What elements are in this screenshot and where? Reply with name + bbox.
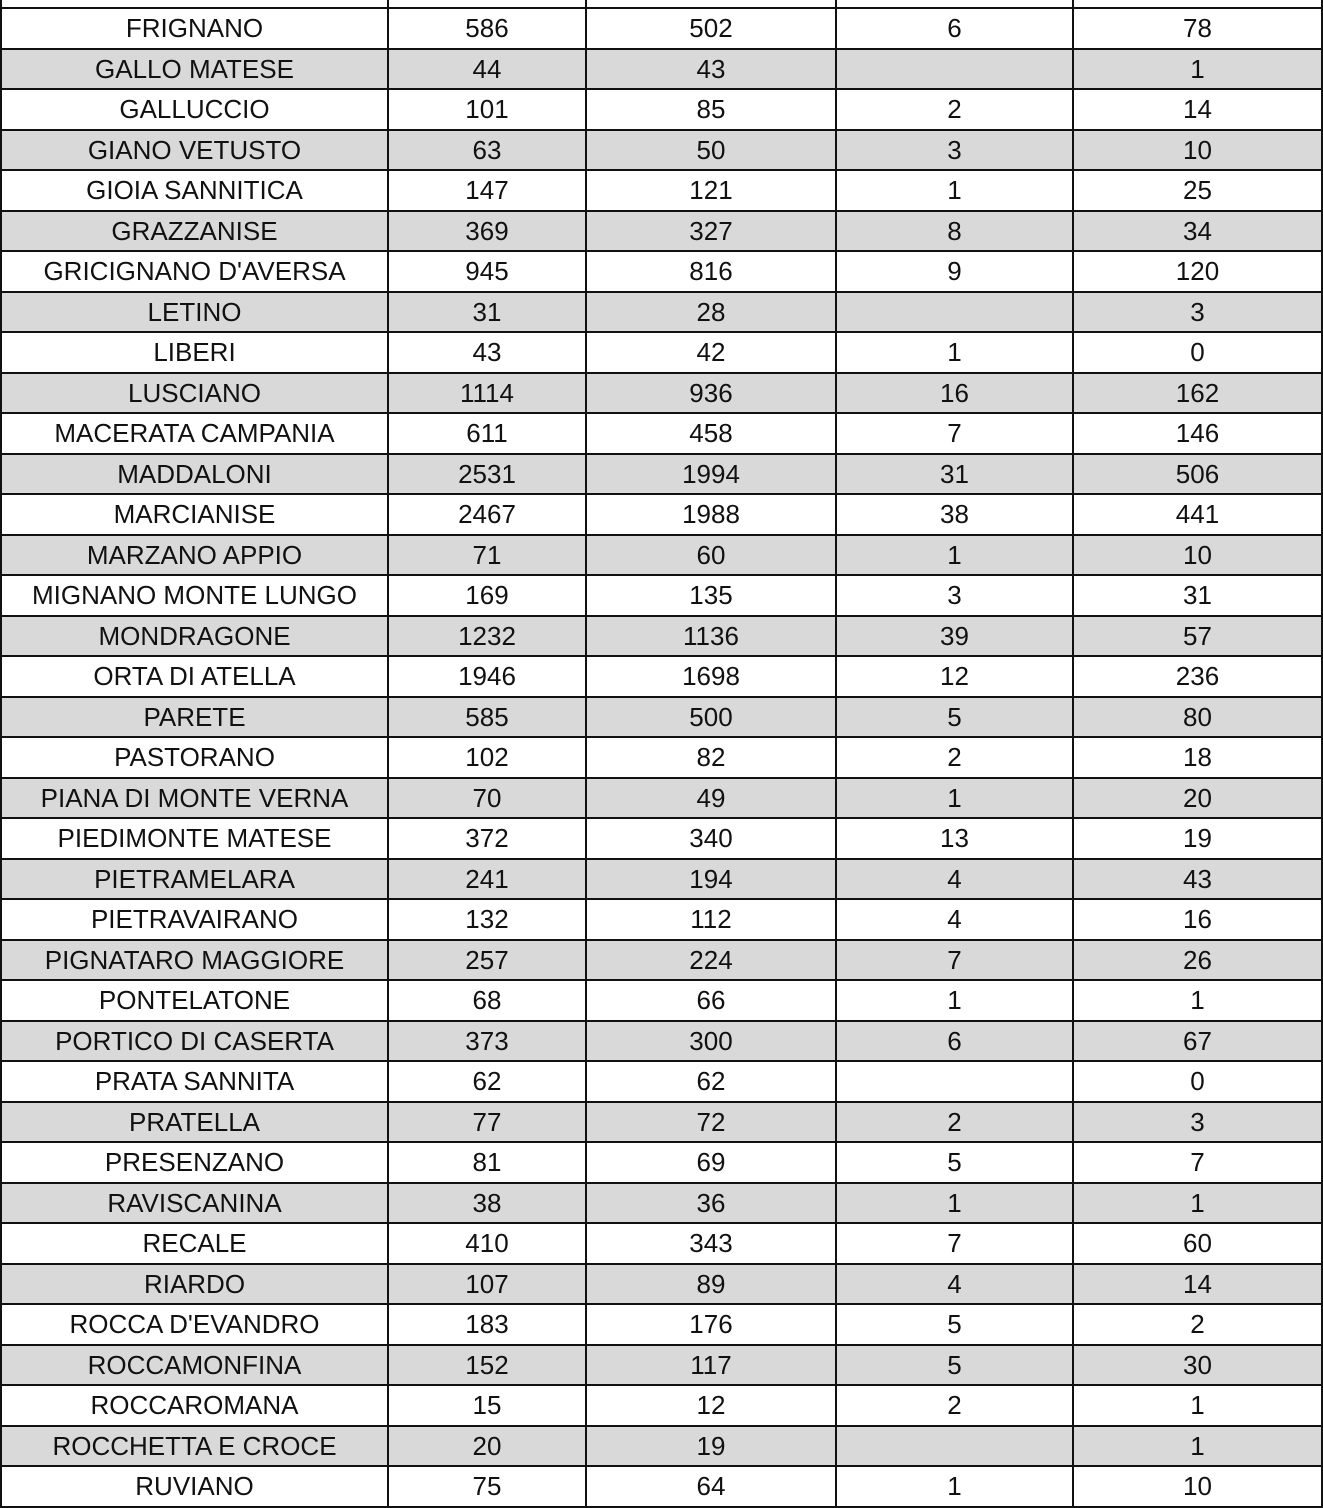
municipality-cell: PRATA SANNITA xyxy=(1,1061,388,1102)
municipality-cell: MARCIANISE xyxy=(1,494,388,535)
value-cell-3: 7 xyxy=(836,1223,1073,1264)
value-cell-1: 101 xyxy=(388,89,586,130)
value-cell-4: 162 xyxy=(1073,373,1322,414)
table-row xyxy=(1,8,1322,49)
table-row xyxy=(1,899,1322,940)
value-cell-3: 31 xyxy=(836,454,1073,495)
value-cell-4: 1 xyxy=(1073,1426,1322,1467)
municipality-cell: GALLO MATESE xyxy=(1,49,388,90)
value-cell-3: 5 xyxy=(836,1345,1073,1386)
value-cell-2: 19 xyxy=(586,1426,836,1467)
value-cell-1: 373 xyxy=(388,1021,586,1062)
value-cell-2: 1136 xyxy=(586,616,836,657)
municipality-cell: GIANO VETUSTO xyxy=(1,130,388,171)
value-cell-1: 44 xyxy=(388,49,586,90)
value-cell-2: 89 xyxy=(586,1264,836,1305)
value-cell-3: 4 xyxy=(836,1264,1073,1305)
value-cell-4: 14 xyxy=(1073,1264,1322,1305)
value-cell-3: 7 xyxy=(836,413,1073,454)
value-cell-3: 1 xyxy=(836,535,1073,576)
value-cell-2: 43 xyxy=(586,49,836,90)
value-cell-2: 69 xyxy=(586,1142,836,1183)
value-cell-1: 2531 xyxy=(388,454,586,495)
value-cell-3: 7 xyxy=(836,940,1073,981)
value-cell-4: 31 xyxy=(1073,575,1322,616)
value-cell-1: 81 xyxy=(388,1142,586,1183)
value-cell-4: 34 xyxy=(1073,211,1322,252)
value-cell-4: 14 xyxy=(1073,89,1322,130)
value-cell-1: 372 xyxy=(388,818,586,859)
value-cell-4: 19 xyxy=(1073,818,1322,859)
municipality-cell: GRAZZANISE xyxy=(1,211,388,252)
municipality-cell: RECALE xyxy=(1,1223,388,1264)
value-cell-2: 1698 xyxy=(586,656,836,697)
value-cell-2: 49 xyxy=(586,778,836,819)
table-row xyxy=(1,130,1322,171)
value-cell-4: 3 xyxy=(1073,1102,1322,1143)
value-cell-3: 1 xyxy=(836,1466,1073,1507)
value-cell-3: 1 xyxy=(836,332,1073,373)
value-cell-3: 12 xyxy=(836,656,1073,697)
value-cell-3: 5 xyxy=(836,1142,1073,1183)
value-cell-2: 194 xyxy=(586,859,836,900)
table-row xyxy=(1,1183,1322,1224)
value-cell-2: 66 xyxy=(586,980,836,1021)
value-cell-4: 80 xyxy=(1073,697,1322,738)
value-cell-2: 82 xyxy=(586,737,836,778)
value-cell-1: 585 xyxy=(388,697,586,738)
municipality-cell: ROCCAROMANA xyxy=(1,1385,388,1426)
table-row xyxy=(1,1304,1322,1345)
value-cell-4: 236 xyxy=(1073,656,1322,697)
value-cell-4: 16 xyxy=(1073,899,1322,940)
value-cell-3 xyxy=(836,0,1073,8)
value-cell-2 xyxy=(586,0,836,8)
table-row xyxy=(1,332,1322,373)
municipality-cell: ROCCAMONFINA xyxy=(1,1345,388,1386)
value-cell-4: 43 xyxy=(1073,859,1322,900)
value-cell-3: 1 xyxy=(836,170,1073,211)
municipality-cell: LUSCIANO xyxy=(1,373,388,414)
value-cell-1: 183 xyxy=(388,1304,586,1345)
table-row xyxy=(1,1466,1322,1507)
value-cell-3: 8 xyxy=(836,211,1073,252)
table-row xyxy=(1,535,1322,576)
value-cell-2: 936 xyxy=(586,373,836,414)
value-cell-1: 20 xyxy=(388,1426,586,1467)
municipality-cell: GALLUCCIO xyxy=(1,89,388,130)
value-cell-2: 135 xyxy=(586,575,836,616)
value-cell-2: 327 xyxy=(586,211,836,252)
table-row xyxy=(1,1264,1322,1305)
value-cell-1: 71 xyxy=(388,535,586,576)
municipality-cell: RAVISCANINA xyxy=(1,1183,388,1224)
value-cell-2: 224 xyxy=(586,940,836,981)
value-cell-4: 441 xyxy=(1073,494,1322,535)
value-cell-4: 7 xyxy=(1073,1142,1322,1183)
value-cell-2: 121 xyxy=(586,170,836,211)
value-cell-2: 72 xyxy=(586,1102,836,1143)
value-cell-4: 1 xyxy=(1073,49,1322,90)
value-cell-4: 57 xyxy=(1073,616,1322,657)
value-cell-4: 78 xyxy=(1073,8,1322,49)
value-cell-1: 1114 xyxy=(388,373,586,414)
value-cell-3: 3 xyxy=(836,575,1073,616)
value-cell-2: 62 xyxy=(586,1061,836,1102)
table-row xyxy=(1,778,1322,819)
value-cell-1: 586 xyxy=(388,8,586,49)
municipality-cell: MARZANO APPIO xyxy=(1,535,388,576)
value-cell-1: 410 xyxy=(388,1223,586,1264)
value-cell-3: 6 xyxy=(836,1021,1073,1062)
table-row xyxy=(1,1021,1322,1062)
municipality-cell: ROCCHETTA E CROCE xyxy=(1,1426,388,1467)
value-cell-4: 146 xyxy=(1073,413,1322,454)
value-cell-4: 1 xyxy=(1073,980,1322,1021)
value-cell-2: 85 xyxy=(586,89,836,130)
table-row xyxy=(1,413,1322,454)
municipality-cell: PIEDIMONTE MATESE xyxy=(1,818,388,859)
municipality-cell: PARETE xyxy=(1,697,388,738)
value-cell-1: 945 xyxy=(388,251,586,292)
value-cell-1: 147 xyxy=(388,170,586,211)
value-cell-4: 0 xyxy=(1073,332,1322,373)
table-row xyxy=(1,818,1322,859)
value-cell-3: 2 xyxy=(836,1385,1073,1426)
value-cell-4: 120 xyxy=(1073,251,1322,292)
value-cell-1: 257 xyxy=(388,940,586,981)
value-cell-4: 2 xyxy=(1073,1304,1322,1345)
value-cell-2: 502 xyxy=(586,8,836,49)
value-cell-1: 68 xyxy=(388,980,586,1021)
value-cell-3 xyxy=(836,1061,1073,1102)
municipality-cell: PRATELLA xyxy=(1,1102,388,1143)
value-cell-2: 300 xyxy=(586,1021,836,1062)
table-row xyxy=(1,1385,1322,1426)
value-cell-2: 500 xyxy=(586,697,836,738)
value-cell-4: 0 xyxy=(1073,1061,1322,1102)
value-cell-2: 12 xyxy=(586,1385,836,1426)
value-cell-4: 10 xyxy=(1073,130,1322,171)
municipality-cell: MIGNANO MONTE LUNGO xyxy=(1,575,388,616)
municipality-cell: LETINO xyxy=(1,292,388,333)
municipality-cell: PIGNATARO MAGGIORE xyxy=(1,940,388,981)
value-cell-2: 50 xyxy=(586,130,836,171)
value-cell-3: 38 xyxy=(836,494,1073,535)
value-cell-3: 1 xyxy=(836,980,1073,1021)
value-cell-4: 26 xyxy=(1073,940,1322,981)
value-cell-3: 1 xyxy=(836,778,1073,819)
value-cell-4: 20 xyxy=(1073,778,1322,819)
value-cell-1: 1946 xyxy=(388,656,586,697)
table-row xyxy=(1,859,1322,900)
value-cell-3: 4 xyxy=(836,899,1073,940)
value-cell-4: 1 xyxy=(1073,1385,1322,1426)
municipality-cell: PONTELATONE xyxy=(1,980,388,1021)
value-cell-3: 2 xyxy=(836,1102,1073,1143)
value-cell-2: 458 xyxy=(586,413,836,454)
municipality-cell: MACERATA CAMPANIA xyxy=(1,413,388,454)
value-cell-2: 42 xyxy=(586,332,836,373)
value-cell-1: 77 xyxy=(388,1102,586,1143)
value-cell-3: 39 xyxy=(836,616,1073,657)
table-row xyxy=(1,737,1322,778)
value-cell-2: 60 xyxy=(586,535,836,576)
value-cell-4: 10 xyxy=(1073,535,1322,576)
value-cell-2: 1988 xyxy=(586,494,836,535)
value-cell-3: 2 xyxy=(836,737,1073,778)
value-cell-2: 176 xyxy=(586,1304,836,1345)
table-row xyxy=(1,211,1322,252)
value-cell-1: 102 xyxy=(388,737,586,778)
value-cell-2: 343 xyxy=(586,1223,836,1264)
value-cell-3: 5 xyxy=(836,1304,1073,1345)
table-row xyxy=(1,89,1322,130)
value-cell-4: 60 xyxy=(1073,1223,1322,1264)
municipality-cell: PIANA DI MONTE VERNA xyxy=(1,778,388,819)
municipality-cell: GIOIA SANNITICA xyxy=(1,170,388,211)
value-cell-1: 152 xyxy=(388,1345,586,1386)
value-cell-1: 169 xyxy=(388,575,586,616)
value-cell-1: 132 xyxy=(388,899,586,940)
value-cell-4: 506 xyxy=(1073,454,1322,495)
value-cell-1: 369 xyxy=(388,211,586,252)
table-row xyxy=(1,1345,1322,1386)
value-cell-2: 28 xyxy=(586,292,836,333)
municipality-cell: MONDRAGONE xyxy=(1,616,388,657)
value-cell-3: 6 xyxy=(836,8,1073,49)
value-cell-4: 67 xyxy=(1073,1021,1322,1062)
value-cell-1: 15 xyxy=(388,1385,586,1426)
value-cell-1 xyxy=(388,0,586,8)
value-cell-4: 18 xyxy=(1073,737,1322,778)
municipality-cell: RIARDO xyxy=(1,1264,388,1305)
table-row xyxy=(1,616,1322,657)
value-cell-3: 2 xyxy=(836,89,1073,130)
value-cell-1: 63 xyxy=(388,130,586,171)
table-row xyxy=(1,49,1322,90)
value-cell-3: 13 xyxy=(836,818,1073,859)
value-cell-4: 3 xyxy=(1073,292,1322,333)
table-row xyxy=(1,292,1322,333)
value-cell-1: 31 xyxy=(388,292,586,333)
value-cell-1: 62 xyxy=(388,1061,586,1102)
municipality-cell: FRIGNANO xyxy=(1,8,388,49)
value-cell-1: 38 xyxy=(388,1183,586,1224)
value-cell-4: 25 xyxy=(1073,170,1322,211)
value-cell-1: 43 xyxy=(388,332,586,373)
value-cell-3: 5 xyxy=(836,697,1073,738)
municipality-cell: GRICIGNANO D'AVERSA xyxy=(1,251,388,292)
value-cell-3: 1 xyxy=(836,1183,1073,1224)
value-cell-1: 70 xyxy=(388,778,586,819)
value-cell-1: 107 xyxy=(388,1264,586,1305)
table-row xyxy=(1,980,1322,1021)
value-cell-3 xyxy=(836,292,1073,333)
table-row xyxy=(1,656,1322,697)
table-row xyxy=(1,940,1322,981)
value-cell-2: 117 xyxy=(586,1345,836,1386)
table-row xyxy=(1,494,1322,535)
municipality-cell: RUVIANO xyxy=(1,1466,388,1507)
table-row xyxy=(1,373,1322,414)
value-cell-1: 611 xyxy=(388,413,586,454)
table-row xyxy=(1,0,1322,8)
value-cell-1: 75 xyxy=(388,1466,586,1507)
value-cell-3 xyxy=(836,49,1073,90)
value-cell-2: 816 xyxy=(586,251,836,292)
value-cell-1: 1232 xyxy=(388,616,586,657)
table-row xyxy=(1,697,1322,738)
table-row xyxy=(1,1426,1322,1467)
municipality-cell: PASTORANO xyxy=(1,737,388,778)
table-row xyxy=(1,1061,1322,1102)
municipality-cell: PIETRAMELARA xyxy=(1,859,388,900)
municipality-cell: PRESENZANO xyxy=(1,1142,388,1183)
municipality-cell: PORTICO DI CASERTA xyxy=(1,1021,388,1062)
municipality-cell: PIETRAVAIRANO xyxy=(1,899,388,940)
value-cell-3: 16 xyxy=(836,373,1073,414)
table-row xyxy=(1,1142,1322,1183)
value-cell-2: 64 xyxy=(586,1466,836,1507)
table-row xyxy=(1,251,1322,292)
value-cell-2: 1994 xyxy=(586,454,836,495)
value-cell-1: 241 xyxy=(388,859,586,900)
value-cell-3: 9 xyxy=(836,251,1073,292)
value-cell-4 xyxy=(1073,0,1322,8)
municipality-cell xyxy=(1,0,388,8)
value-cell-2: 340 xyxy=(586,818,836,859)
table-row xyxy=(1,1223,1322,1264)
value-cell-1: 2467 xyxy=(388,494,586,535)
value-cell-2: 112 xyxy=(586,899,836,940)
value-cell-4: 10 xyxy=(1073,1466,1322,1507)
municipality-cell: LIBERI xyxy=(1,332,388,373)
municipality-cell: ORTA DI ATELLA xyxy=(1,656,388,697)
value-cell-4: 1 xyxy=(1073,1183,1322,1224)
municipality-cell: ROCCA D'EVANDRO xyxy=(1,1304,388,1345)
table-row xyxy=(1,170,1322,211)
table-row xyxy=(1,1102,1322,1143)
value-cell-4: 30 xyxy=(1073,1345,1322,1386)
value-cell-3: 4 xyxy=(836,859,1073,900)
table-row xyxy=(1,454,1322,495)
municipality-cell: MADDALONI xyxy=(1,454,388,495)
value-cell-3: 3 xyxy=(836,130,1073,171)
value-cell-2: 36 xyxy=(586,1183,836,1224)
value-cell-3 xyxy=(836,1426,1073,1467)
table-body xyxy=(1,0,1322,1507)
table-row xyxy=(1,575,1322,616)
